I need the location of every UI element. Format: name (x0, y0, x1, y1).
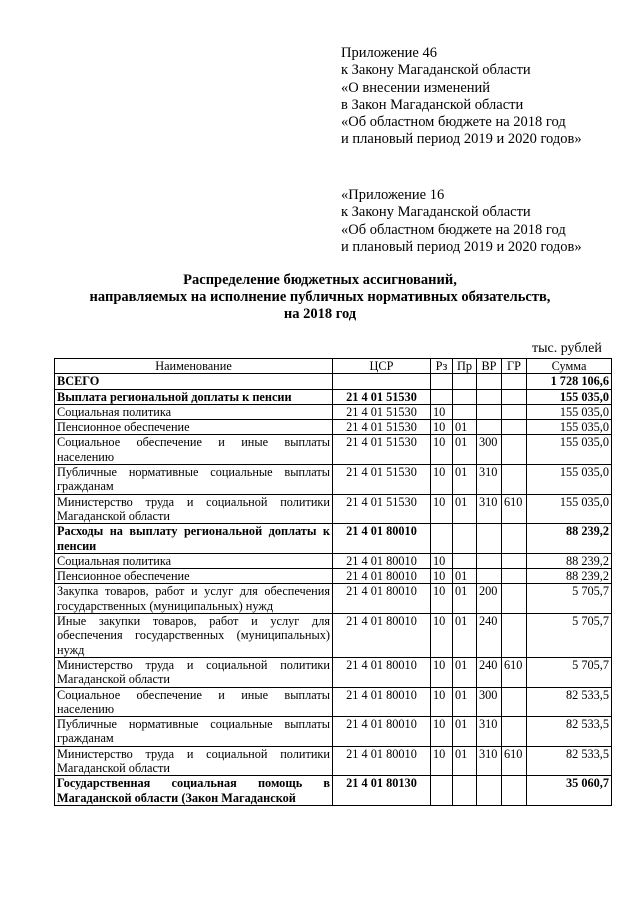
cell-pr (453, 389, 477, 404)
cell-pr: 01 (453, 657, 477, 687)
cell-name: Министерство труда и социальной политики Магаданской области (55, 494, 333, 524)
cell-name: Социальное обеспечение и иные выплаты населению (55, 687, 333, 717)
cell-gr (502, 435, 527, 465)
cell-csr: 21 4 01 80010 (333, 717, 431, 747)
cell-vr (477, 553, 502, 568)
cell-gr (502, 614, 527, 658)
table-row (55, 553, 612, 568)
cell-vr: 240 (477, 657, 502, 687)
header-sum: Сумма (527, 359, 612, 374)
cell-pr: 01 (453, 569, 477, 584)
cell-csr: 21 4 01 80010 (333, 553, 431, 568)
cell-sum: 155 035,0 (527, 420, 612, 435)
cell-rz: 10 (431, 435, 453, 465)
cell-vr (477, 389, 502, 404)
table-row (55, 687, 612, 717)
cell-pr: 01 (453, 494, 477, 524)
cell-csr: 21 4 01 80130 (333, 776, 431, 806)
cell-sum: 155 035,0 (527, 465, 612, 495)
cell-rz: 10 (431, 494, 453, 524)
annex-46-line: к Закону Магаданской области (341, 62, 531, 79)
header-gr: ГР (502, 359, 527, 374)
cell-pr: 01 (453, 687, 477, 717)
header-rz: Рз (431, 359, 453, 374)
cell-rz: 10 (431, 465, 453, 495)
annex-16-block (341, 187, 582, 256)
cell-vr (477, 776, 502, 806)
cell-name: Министерство труда и социальной политики Магаданской области (55, 657, 333, 687)
cell-csr: 21 4 01 80010 (333, 657, 431, 687)
table-row (55, 776, 612, 806)
cell-csr: 21 4 01 80010 (333, 569, 431, 584)
cell-csr (333, 374, 431, 389)
cell-csr: 21 4 01 80010 (333, 746, 431, 776)
cell-csr: 21 4 01 51530 (333, 404, 431, 419)
table-row (55, 614, 612, 658)
cell-sum: 82 533,5 (527, 687, 612, 717)
cell-sum: 88 239,2 (527, 553, 612, 568)
cell-rz: 10 (431, 404, 453, 419)
cell-gr (502, 374, 527, 389)
annex-16-line: к Закону Магаданской области (341, 204, 531, 221)
table-row (55, 746, 612, 776)
cell-pr: 01 (453, 435, 477, 465)
cell-pr (453, 776, 477, 806)
cell-pr: 01 (453, 614, 477, 658)
annex-46-line: Приложение 46 (341, 45, 437, 61)
cell-gr (502, 524, 527, 554)
cell-sum: 155 035,0 (527, 389, 612, 404)
cell-csr: 21 4 01 51530 (333, 494, 431, 524)
table-row (55, 389, 612, 404)
cell-sum: 82 533,5 (527, 717, 612, 747)
document-title (0, 272, 640, 323)
cell-csr: 21 4 01 80010 (333, 584, 431, 614)
annex-16-line: «Приложение 16 (341, 187, 445, 203)
cell-pr (453, 374, 477, 389)
cell-gr: 610 (502, 657, 527, 687)
cell-name: Иные закупки товаров, работ и услуг для обеспечения государственных (муниципальных) нужд (55, 614, 333, 658)
cell-name: Публичные нормативные социальные выплаты гражданам (55, 717, 333, 747)
cell-sum: 155 035,0 (527, 404, 612, 419)
cell-csr: 21 4 01 51530 (333, 420, 431, 435)
cell-gr (502, 687, 527, 717)
cell-rz: 10 (431, 553, 453, 568)
units-label: тыс. рублей (532, 341, 602, 356)
table-row (55, 420, 612, 435)
annex-46-line: и плановый период 2019 и 2020 годов» (341, 131, 582, 148)
cell-name: Расходы на выплату региональной доплаты к пенсии (55, 524, 333, 554)
table-row (55, 404, 612, 419)
cell-rz (431, 524, 453, 554)
cell-sum: 5 705,7 (527, 614, 612, 658)
title-line: направляемых на исполнение публичных нормативных обязательств, (89, 289, 551, 305)
table-row (55, 717, 612, 747)
cell-rz: 10 (431, 717, 453, 747)
cell-vr (477, 524, 502, 554)
cell-name: Выплата региональной доплаты к пенсии (55, 389, 333, 404)
cell-vr: 310 (477, 494, 502, 524)
cell-pr: 01 (453, 584, 477, 614)
cell-vr (477, 420, 502, 435)
cell-vr: 310 (477, 717, 502, 747)
cell-csr: 21 4 01 51530 (333, 465, 431, 495)
cell-name: Министерство труда и социальной политики Магаданской области (55, 746, 333, 776)
cell-sum: 82 533,5 (527, 746, 612, 776)
annex-46-line: «О внесении изменений (341, 79, 491, 96)
cell-name: Пенсионное обеспечение (55, 569, 333, 584)
cell-sum: 35 060,7 (527, 776, 612, 806)
annex-16-line: и плановый период 2019 и 2020 годов» (341, 238, 582, 255)
cell-gr (502, 465, 527, 495)
cell-csr: 21 4 01 80010 (333, 524, 431, 554)
annex-46-line: «Об областном бюджете на 2018 год (341, 114, 566, 131)
cell-pr (453, 404, 477, 419)
table-row (55, 524, 612, 554)
cell-csr: 21 4 01 80010 (333, 614, 431, 658)
cell-gr (502, 776, 527, 806)
cell-pr: 01 (453, 746, 477, 776)
cell-name: Социальное обеспечение и иные выплаты населению (55, 435, 333, 465)
cell-sum: 88 239,2 (527, 569, 612, 584)
cell-rz: 10 (431, 687, 453, 717)
cell-name: Закупка товаров, работ и услуг для обеспечения государственных (муниципальных) нужд (55, 584, 333, 614)
header-csr: ЦСР (333, 359, 431, 374)
cell-vr: 310 (477, 746, 502, 776)
cell-name: Публичные нормативные социальные выплаты гражданам (55, 465, 333, 495)
cell-sum: 155 035,0 (527, 494, 612, 524)
cell-gr (502, 584, 527, 614)
table-header-row (55, 359, 612, 374)
title-line: Распределение бюджетных ассигнований, (183, 272, 457, 288)
title-line: на 2018 год (283, 306, 357, 322)
cell-pr: 01 (453, 717, 477, 747)
cell-rz: 10 (431, 420, 453, 435)
table-row (55, 435, 612, 465)
cell-sum: 155 035,0 (527, 435, 612, 465)
table-row (55, 374, 612, 389)
table-row (55, 569, 612, 584)
cell-rz: 10 (431, 614, 453, 658)
cell-vr: 200 (477, 584, 502, 614)
cell-gr: 610 (502, 746, 527, 776)
cell-vr: 240 (477, 614, 502, 658)
table-row (55, 657, 612, 687)
cell-rz (431, 389, 453, 404)
cell-vr: 300 (477, 435, 502, 465)
cell-sum: 5 705,7 (527, 584, 612, 614)
cell-name: Социальная политика (55, 404, 333, 419)
header-pr: Пр (453, 359, 477, 374)
annex-46-block (341, 45, 582, 149)
cell-pr (453, 524, 477, 554)
cell-rz (431, 776, 453, 806)
cell-gr (502, 420, 527, 435)
cell-pr: 01 (453, 420, 477, 435)
cell-rz: 10 (431, 569, 453, 584)
cell-sum: 1 728 106,6 (527, 374, 612, 389)
annex-46-line: в Закон Магаданской области (341, 96, 524, 113)
cell-rz (431, 374, 453, 389)
annex-16-line: «Об областном бюджете на 2018 год (341, 221, 566, 238)
cell-csr: 21 4 01 80010 (333, 687, 431, 717)
table-row (55, 494, 612, 524)
header-name: Наименование (55, 359, 333, 374)
cell-rz: 10 (431, 657, 453, 687)
cell-name: Пенсионное обеспечение (55, 420, 333, 435)
cell-rz: 10 (431, 746, 453, 776)
cell-rz: 10 (431, 584, 453, 614)
cell-vr (477, 374, 502, 389)
cell-csr: 21 4 01 51530 (333, 389, 431, 404)
cell-sum: 88 239,2 (527, 524, 612, 554)
cell-pr: 01 (453, 465, 477, 495)
table-row (55, 465, 612, 495)
cell-sum: 5 705,7 (527, 657, 612, 687)
cell-gr (502, 389, 527, 404)
cell-gr (502, 404, 527, 419)
cell-vr: 300 (477, 687, 502, 717)
cell-vr (477, 569, 502, 584)
cell-vr: 310 (477, 465, 502, 495)
cell-gr (502, 717, 527, 747)
cell-name: Социальная политика (55, 553, 333, 568)
cell-pr (453, 553, 477, 568)
cell-name: ВСЕГО (55, 374, 333, 389)
table-row (55, 584, 612, 614)
budget-table (54, 358, 612, 806)
cell-name: Государственная социальная помощь в Магаданской области (Закон Магаданской (55, 776, 333, 806)
cell-gr (502, 553, 527, 568)
cell-vr (477, 404, 502, 419)
cell-gr: 610 (502, 494, 527, 524)
cell-gr (502, 569, 527, 584)
cell-csr: 21 4 01 51530 (333, 435, 431, 465)
header-vr: ВР (477, 359, 502, 374)
